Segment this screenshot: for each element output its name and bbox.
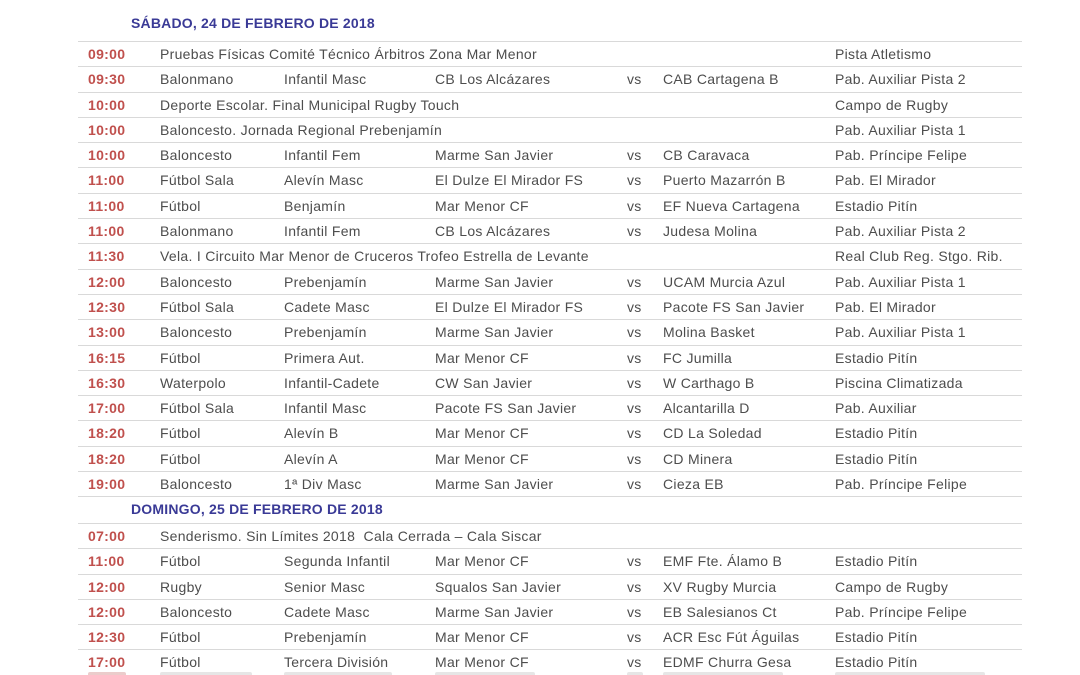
category-cell: Infantil-Cadete [284, 374, 380, 391]
saturday-schedule-table [78, 41, 1022, 497]
home-team-cell: El Dulze El Mirador FS [435, 298, 584, 315]
category-cell: Senior Masc [284, 578, 366, 595]
vs-cell: vs [627, 349, 642, 366]
category-cell: 1ª Div Masc [284, 476, 362, 493]
vs-cell: vs [627, 400, 642, 417]
event-description-cell: Senderismo. Sin Límites 2018 Cala Cerrada – Cala Siscar [160, 528, 542, 544]
schedule-row [78, 395, 1022, 420]
saturday-section-header: SÁBADO, 24 DE FEBRERO DE 2018 [131, 15, 375, 31]
away-team-cell: UCAM Murcia Azul [663, 273, 786, 290]
home-team-cell: Mar Menor CF [435, 654, 529, 671]
category-cell: Prebenjamín [284, 629, 367, 646]
category-cell: Segunda Infantil [284, 553, 390, 570]
category-cell: Cadete Masc [284, 298, 370, 315]
vs-cell: vs [627, 298, 642, 315]
venue-cell: Pab. Auxiliar Pista 2 [835, 71, 966, 88]
away-team-cell: Judesa Molina [663, 223, 758, 240]
sport-cell: Fútbol [160, 349, 201, 366]
away-team-cell: Cieza EB [663, 476, 724, 493]
time-cell: 12:30 [88, 298, 126, 315]
category-cell: Alevín A [284, 450, 338, 467]
away-team-cell: EF Nueva Cartagena [663, 197, 800, 214]
time-cell: 10:00 [88, 147, 126, 164]
category-cell: Alevín B [284, 425, 339, 442]
home-team-cell: Marme San Javier [435, 147, 554, 164]
sport-cell: Fútbol Sala [160, 400, 235, 417]
sport-cell: Fútbol [160, 197, 201, 214]
venue-cell: Pab. Príncipe Felipe [835, 147, 968, 164]
sport-cell: Baloncesto [160, 273, 233, 290]
away-team-cell: CD La Soledad [663, 425, 762, 442]
time-cell: 13:00 [88, 324, 126, 341]
event-description-cell: Baloncesto. Jornada Regional Prebenjamín [160, 121, 443, 138]
sport-cell: Fútbol Sala [160, 172, 235, 189]
venue-cell: Estadio Pitín [835, 197, 918, 214]
away-team-cell: Molina Basket [663, 324, 755, 341]
vs-cell: vs [627, 374, 642, 391]
schedule-row [78, 624, 1022, 649]
schedule-row [78, 269, 1022, 294]
home-team-cell: Mar Menor CF [435, 629, 529, 646]
schedule-row [78, 66, 1022, 91]
schedule-row [78, 471, 1022, 496]
vs-cell: vs [627, 578, 642, 595]
venue-cell: Estadio Pitín [835, 629, 918, 646]
venue-cell: Campo de Rugby [835, 578, 949, 595]
schedule-row [78, 370, 1022, 395]
venue-cell: Real Club Reg. Stgo. Rib. [835, 248, 1003, 265]
sport-cell: Fútbol [160, 553, 201, 570]
vs-cell: vs [627, 197, 642, 214]
vs-cell: vs [627, 71, 642, 88]
venue-cell: Campo de Rugby [835, 96, 949, 113]
away-team-cell: Alcantarilla D [663, 400, 750, 417]
away-team-cell: XV Rugby Murcia [663, 578, 777, 595]
home-team-cell: CB Los Alcázares [435, 223, 551, 240]
schedule-row [78, 446, 1022, 471]
schedule-row [78, 142, 1022, 167]
sport-cell: Baloncesto [160, 603, 233, 620]
sport-cell: Baloncesto [160, 476, 233, 493]
sport-cell: Fútbol [160, 425, 201, 442]
venue-cell: Estadio Pitín [835, 654, 918, 671]
venue-cell: Pab. Príncipe Felipe [835, 476, 968, 493]
time-cell: 12:00 [88, 273, 126, 290]
vs-cell: vs [627, 425, 642, 442]
time-cell: 07:00 [88, 528, 126, 544]
category-cell: Infantil Fem [284, 223, 361, 240]
venue-cell: Piscina Climatizada [835, 374, 963, 391]
schedule-row [78, 167, 1022, 192]
venue-cell: Estadio Pitín [835, 553, 918, 570]
time-cell: 11:00 [88, 172, 125, 189]
event-description-cell: Pruebas Físicas Comité Técnico Árbitros Zona Mar Menor [160, 46, 537, 62]
category-cell: Prebenjamín [284, 324, 367, 341]
sport-cell: Fútbol [160, 629, 201, 646]
vs-cell: vs [627, 629, 642, 646]
category-cell: Infantil Fem [284, 147, 361, 164]
time-cell: 18:20 [88, 450, 126, 467]
sport-cell: Balonmano [160, 223, 234, 240]
category-cell: Cadete Masc [284, 603, 370, 620]
venue-cell: Pab. Auxiliar Pista 2 [835, 223, 966, 240]
home-team-cell: Marme San Javier [435, 476, 554, 493]
time-cell: 18:20 [88, 425, 126, 442]
time-cell: 10:00 [88, 121, 126, 138]
away-team-cell: ACR Esc Fút Águilas [663, 629, 800, 646]
category-cell: Prebenjamín [284, 273, 367, 290]
time-cell: 17:00 [88, 400, 126, 417]
vs-cell: vs [627, 172, 642, 189]
event-description-cell: Vela. I Circuito Mar Menor de Cruceros Trofeo Estrella de Levante [160, 248, 589, 265]
venue-cell: Estadio Pitín [835, 450, 918, 467]
vs-cell: vs [627, 450, 642, 467]
home-team-cell: Squalos San Javier [435, 578, 562, 595]
schedule-row [78, 41, 1022, 66]
venue-cell: Estadio Pitín [835, 349, 918, 366]
venue-cell: Pab. El Mirador [835, 298, 936, 315]
vs-cell: vs [627, 553, 642, 570]
vs-cell: vs [627, 603, 642, 620]
time-cell: 12:00 [88, 578, 126, 595]
venue-cell: Pista Atletismo [835, 46, 932, 62]
schedule-row [78, 117, 1022, 142]
time-cell: 12:30 [88, 629, 126, 646]
home-team-cell: CW San Javier [435, 374, 533, 391]
time-cell: 16:30 [88, 374, 126, 391]
home-team-cell: Mar Menor CF [435, 425, 529, 442]
category-cell: Infantil Masc [284, 400, 367, 417]
away-team-cell: EMF Fte. Álamo B [663, 553, 783, 570]
time-cell: 16:15 [88, 349, 126, 366]
venue-cell: Pab. Auxiliar [835, 400, 917, 417]
time-cell: 11:00 [88, 553, 125, 570]
away-team-cell: Puerto Mazarrón B [663, 172, 786, 189]
vs-cell: vs [627, 324, 642, 341]
vs-cell: vs [627, 654, 642, 671]
sport-cell: Baloncesto [160, 324, 233, 341]
home-team-cell: CB Los Alcázares [435, 71, 551, 88]
away-team-cell: EB Salesianos Ct [663, 603, 777, 620]
vs-cell: vs [627, 147, 642, 164]
schedule-row [78, 218, 1022, 243]
sport-cell: Rugby [160, 578, 202, 595]
time-cell: 09:00 [88, 46, 126, 62]
home-team-cell: Marme San Javier [435, 603, 554, 620]
away-team-cell: CB Caravaca [663, 147, 750, 164]
time-cell: 19:00 [88, 476, 126, 493]
venue-cell: Pab. Príncipe Felipe [835, 603, 968, 620]
venue-cell: Pab. Auxiliar Pista 1 [835, 273, 966, 290]
home-team-cell: Mar Menor CF [435, 450, 529, 467]
home-team-cell: Mar Menor CF [435, 553, 529, 570]
venue-cell: Estadio Pitín [835, 425, 918, 442]
time-cell: 09:30 [88, 71, 126, 88]
schedule-row [78, 420, 1022, 445]
sport-cell: Fútbol Sala [160, 298, 235, 315]
category-cell: Primera Aut. [284, 349, 365, 366]
clipped-partial-row [78, 671, 1022, 675]
home-team-cell: Mar Menor CF [435, 349, 529, 366]
home-team-cell: Mar Menor CF [435, 197, 529, 214]
sunday-schedule-table [78, 523, 1022, 675]
schedule-row [78, 574, 1022, 599]
time-cell: 10:00 [88, 96, 126, 113]
away-team-cell: CD Minera [663, 450, 733, 467]
vs-cell: vs [627, 223, 642, 240]
schedule-row [78, 294, 1022, 319]
category-cell: Tercera División [284, 654, 389, 671]
sport-cell: Fútbol [160, 654, 201, 671]
time-cell: 11:00 [88, 197, 125, 214]
sport-cell: Baloncesto [160, 147, 233, 164]
category-cell: Benjamín [284, 197, 346, 214]
schedule-row [78, 319, 1022, 344]
time-cell: 17:00 [88, 654, 126, 671]
vs-cell: vs [627, 476, 642, 493]
sunday-section-header: DOMINGO, 25 DE FEBRERO DE 2018 [131, 501, 383, 517]
time-cell: 12:00 [88, 603, 126, 620]
schedule-row [78, 193, 1022, 218]
home-team-cell: Pacote FS San Javier [435, 400, 577, 417]
schedule-row [78, 548, 1022, 573]
event-description-cell: Deporte Escolar. Final Municipal Rugby Touch [160, 96, 460, 113]
away-team-cell: FC Jumilla [663, 349, 733, 366]
home-team-cell: Marme San Javier [435, 324, 554, 341]
sport-cell: Balonmano [160, 71, 234, 88]
home-team-cell: El Dulze El Mirador FS [435, 172, 584, 189]
sport-cell: Fútbol [160, 450, 201, 467]
venue-cell: Pab. Auxiliar Pista 1 [835, 324, 966, 341]
away-team-cell: CAB Cartagena B [663, 71, 779, 88]
schedule-row [78, 345, 1022, 370]
vs-cell: vs [627, 273, 642, 290]
schedule-row [78, 599, 1022, 624]
away-team-cell: EDMF Churra Gesa [663, 654, 792, 671]
home-team-cell: Marme San Javier [435, 273, 554, 290]
category-cell: Infantil Masc [284, 71, 367, 88]
venue-cell: Pab. El Mirador [835, 172, 936, 189]
venue-cell: Pab. Auxiliar Pista 1 [835, 121, 966, 138]
away-team-cell: W Carthago B [663, 374, 755, 391]
schedule-row [78, 523, 1022, 548]
category-cell: Alevín Masc [284, 172, 364, 189]
schedule-row [78, 243, 1022, 268]
time-cell: 11:30 [88, 248, 125, 265]
away-team-cell: Pacote FS San Javier [663, 298, 805, 315]
time-cell: 11:00 [88, 223, 125, 240]
schedule-row [78, 92, 1022, 117]
sport-cell: Waterpolo [160, 374, 226, 391]
